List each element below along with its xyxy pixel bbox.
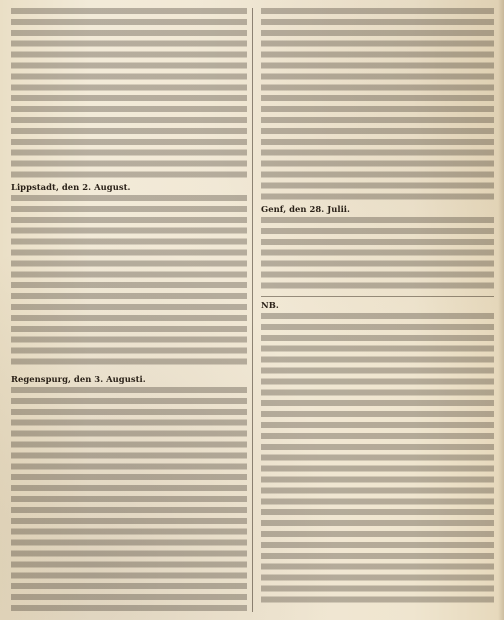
notice-text xyxy=(261,313,494,605)
left-column xyxy=(11,6,247,614)
notice-marker: NB. xyxy=(261,299,279,310)
page-edge-shadow xyxy=(498,0,504,620)
body-text xyxy=(261,217,494,293)
section-rule xyxy=(261,296,494,297)
body-text xyxy=(261,8,494,204)
dateline-regensburg: Regenspurg, den 3. Augusti. xyxy=(11,373,146,384)
dateline-genf: Genf, den 28. Julii. xyxy=(261,204,351,214)
body-text xyxy=(11,387,247,614)
body-text xyxy=(11,195,247,369)
dateline-lippstadt: Lippstadt, den 2. August. xyxy=(11,182,131,192)
column-divider xyxy=(252,8,253,612)
body-text xyxy=(11,8,247,182)
right-column xyxy=(261,6,494,614)
